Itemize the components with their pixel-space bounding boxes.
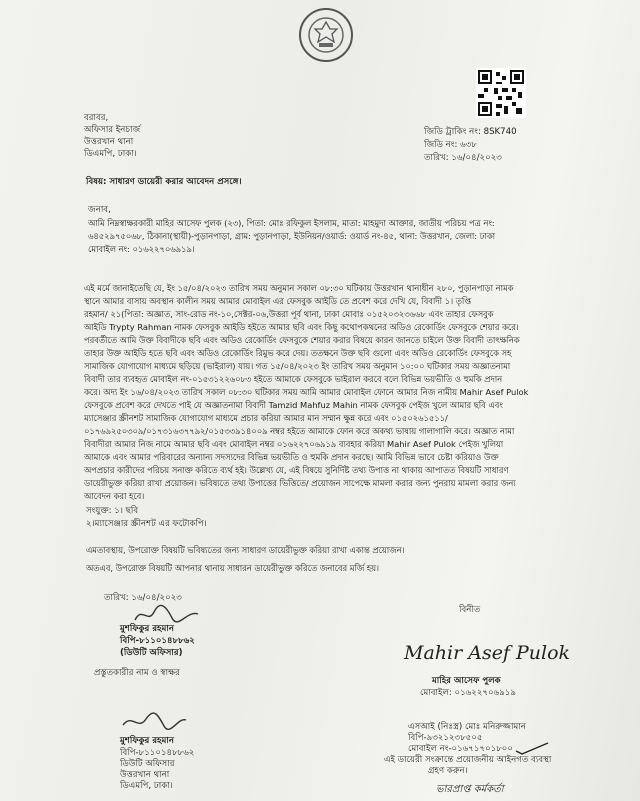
closing-word: বিনীত	[459, 605, 481, 615]
recipient-line: ডিএমপি, ঢাকা।	[84, 149, 137, 159]
attachment-line: সংযুক্ত: ১। ছবি	[86, 506, 139, 516]
preparer-caption: প্রস্তুতকারীর নাম ও স্বাক্ষর	[94, 668, 180, 678]
closing-line: এমতাবস্থায়, উপরোক্ত বিষয়টি ভবিষ্যতের জন্য সাধারণ ডায়েরীভুক্ত করিয়া রাখা একান্ত প্রয়োজন।	[86, 545, 405, 555]
intro-line: মোবাইল নং: ০১৬২২৭০৬৯১৯।	[88, 244, 195, 254]
body-line: সামাজিক যোগাযোগ মাধ্যমে ছড়িয়ে (ভাইরাল) যায়। গত ১৫/০৪/২০২৩ ইং তারিখ সময় অনুমান ১০:০০ ঘটিকার সময় অজ্ঞাতনামা	[84, 361, 511, 371]
applicant-name: মাহির আসেফ পুলক	[432, 676, 501, 686]
salutation: জনাব,	[88, 205, 111, 215]
qr-code-icon	[476, 68, 526, 118]
body-line: আইডি Trypty Rahman নামক ফেসবুক আইডি হইতে আমার ছবি এবং কিছু কথোপকথনের অডিও রেকোর্ডিং ফেসবুকে শেয়ার করে।	[84, 322, 519, 332]
assigned-officer-line: এই ডায়েরী সংক্রান্তে প্রয়োজনীয় আইনগত ব্যবস্থা	[384, 755, 552, 765]
police-emblem-icon	[299, 8, 353, 62]
body-line: এই মর্মে জানাইতেছি যে, ইং ১৫/০৪/২০২৩ তারিখ সময় অনুমান সকাল ০৮:৩০ ঘটিকায় উত্তরখান থানাধীন ২৮০, পুড়ানপাড়া নামক	[84, 283, 514, 293]
letter-date: তারিখ: ১৬/০৪/২০২৩	[104, 593, 182, 603]
body-line: বিবাদীরা আমার নিজ নামে আমার ছবি এবং মোবাইল নম্বর ০১৬২২৭০৬৯১৯ ব্যবহার করিয়া Mahir Asef Pulok পেইজ খুলিয়া	[84, 439, 504, 449]
officer-bp: বিপি-৮১১০১৪৮৮৬২	[120, 748, 195, 758]
officer-station: উত্তরখান থানা	[120, 770, 170, 780]
body-line: আমাকে এবং আমার পরিবারের অন্যান্য সদস্যদের বিভিন্ন ভয়ভীতি ও হুমকি প্রদান করছে। আমি বিভিন্ন ভাবে চেষ্টা করিয়াও উক্ত	[84, 452, 499, 462]
officer-name: মুশফিকুর রহমান	[120, 736, 174, 746]
officer-name: মুশফিকুর রহমান	[120, 624, 174, 634]
subject-line: বিষয়: সাধারণ ডায়েরী করার আবেদন প্রসঙ্গে।	[86, 177, 242, 187]
assigned-officer-line: এসআই (নিঃস্ত্র) মোঃ মনিরুজ্জামান	[408, 722, 526, 732]
intro-line: আমি নিম্নস্বাক্ষরকারী মাহির আসেফ পুলক (২৩), পিতা: মোঃ রফিকুল ইসলাম, মাতা: মাহমুদা আক্তার, জাতীয় পরিচয় পত্র নং:	[88, 218, 495, 228]
gd-number: জিডি নং: ৬৩৮	[424, 140, 477, 150]
officer-signature-icon	[120, 711, 190, 737]
body-line: ডায়েরীভুক্ত করিয়া রাখা প্রয়োজন। ভবিষ্যতে তথ্য উপাত্তের ভিত্তিতে/ প্রয়োজন সাপেক্ষে মামলা করার জন্য পুনরায় মামলা করার জন্য	[84, 478, 516, 488]
body-line: রহমান/ ২১(পিতা: অজ্ঞাত, সাং-রোড নং-১০,সেক্টর-০৬,উত্তরা পূর্ব থানা, ঢাকা মোবাঃ ০১৫২০৩২৩৬৬৮ এবং তাহার ফেসবুক	[84, 309, 494, 319]
body-line: আবেদন করা হবে।	[84, 491, 145, 501]
officer-dmp: ডিএমপি, ঢাকা।	[120, 781, 173, 791]
recipient-line: উত্তরখান থানা	[84, 137, 134, 147]
assigned-officer-line: গ্রহণ করুন।	[428, 766, 468, 776]
applicant-signature: Mahir Asef Pulok	[404, 642, 571, 664]
attachment-line: ২।ম্যাসেঞ্জার স্ক্রীনশট এর ফটোকপি।	[86, 519, 207, 529]
officer-bp: বিপি-৮১১০১৪৮৮৬২	[120, 636, 195, 646]
assigned-officer-line: বিপি-৯৩২১২৩৮৫০৫	[408, 733, 483, 743]
recipient-line: বরাবর,	[84, 113, 109, 123]
gd-tracking-number: জিডি ট্রাকিং নং: 8SK740	[424, 127, 517, 137]
body-line: করে। অদ্য ইং ১৬/০৪/২০২৩ তারিখ সকাল ০৮:৩০ ঘটিকার সময় আমি আমার মোবাইল ফোনে আমার নিজ নামীয় Mahir Asef Pulok	[84, 387, 529, 397]
recipient-line: অফিসার ইনচার্জ	[84, 125, 141, 135]
gd-date: তারিখ: ১৬/০৪/২০২৩	[424, 153, 502, 163]
body-line: বিবাদী তার ব্যবহৃত মোবাইল নং-০১৫৩১২২৬০৮৩ হইতে আমাকে ফেসবুকে ভাইরাল করবে বলে বিভিন্ন ভয়ভীতি ও হুমকি প্রদান	[84, 374, 503, 384]
closing-line: অতএব, উপরোক্ত বিষয়টি আপনার থানায় সাধারন ডায়েরীভুক্ত করিতে জনাবের মর্জি হয়।	[86, 563, 379, 573]
intro-line: ৬৪৫২৯৭৫০৬৮, ঠিকানা(স্থায়ী)-পুড়ানপাড়া, গ্রাম: পুড়ানপাড়া, ইউনিয়ন/ওয়ার্ড: ওয়ার্ড নং-৪৫, থানা: উত্তরখান, জেলা: ঢাকা	[88, 231, 496, 241]
body-line: অপপ্রচার কারীদের পরিচয় সনাক্ত করিতে ব্যর্থ হই। উল্লেখ্য যে, এই বিষয়ে সুনির্দিষ্ট তথ্য উপাত্ত না থাকায় আপাতত বিষয়টি সাধারণ	[84, 465, 509, 475]
assigned-officer-signature: ভারপ্রাপ্ত কর্মকর্তা	[436, 784, 504, 795]
body-line: ম্যাসেঞ্জার স্ক্রীনশট সামাজিক যোগাযোগ মাধ্যমে প্রচার করিয়া আমার মান সম্মান ক্ষুন্ন করে এবং ০১৫০২৬১৫১১/	[84, 413, 448, 423]
body-line: ফেসবুকে প্রবেশ করে দেখতে পাই যে অজ্ঞাতনামা বিবাদী Tamzid Mahfuz Mahin নামক ফেসবুক পেইজ খুলে আমার ছবি এবং	[84, 400, 503, 410]
body-line: তাহার উক্ত আইডি হতে ছবি এবং অডিও রেকোর্ডিং রিমুভ করে দেয়। ততক্ষনে উক্ত ছবি গুলো এবং অডিও রেকোর্ডিং ফেসবুকে সহ	[84, 348, 512, 358]
body-line: ০১৭৬৯২৫০৩০৯/০১৭৩১৬৩৭৭৯২/০১৫৩৩৯১৪০০৯ নম্বর হইতে আমাকে ফোন করে অকথ্য ভাষায় গালাগালি করে। অজ্ঞাত নামা	[84, 426, 515, 436]
officer-role: ডিউটি অফিসার	[120, 759, 175, 769]
assigned-officer-line: মোবাইল নং-০১৬৭১৭০১৮০০	[408, 744, 513, 754]
applicant-mobile: মোবাইল: ০১৬২২৭০৬৯১৯	[420, 688, 516, 698]
body-line: পরবর্তীতে আমি উক্ত বিবাদীকে ছবি এবং অডিও রেকোর্ডিং ফেসবুকে শেয়ার করার বিষয়ে কারন জানতে চাইলে উক্ত বিবাদী তাৎক্ষনিক	[84, 335, 520, 345]
officer-role: (ডিউটি অফিসার)	[120, 648, 183, 658]
body-line: স্থানে আমার বাসায় অবস্থান কালীন সময় আমার মোবাইল এর ফেসবুক আইডি তে প্রবেশ করে দেখি যে, বিবাদী ১। তৃপ্তি	[84, 296, 472, 306]
